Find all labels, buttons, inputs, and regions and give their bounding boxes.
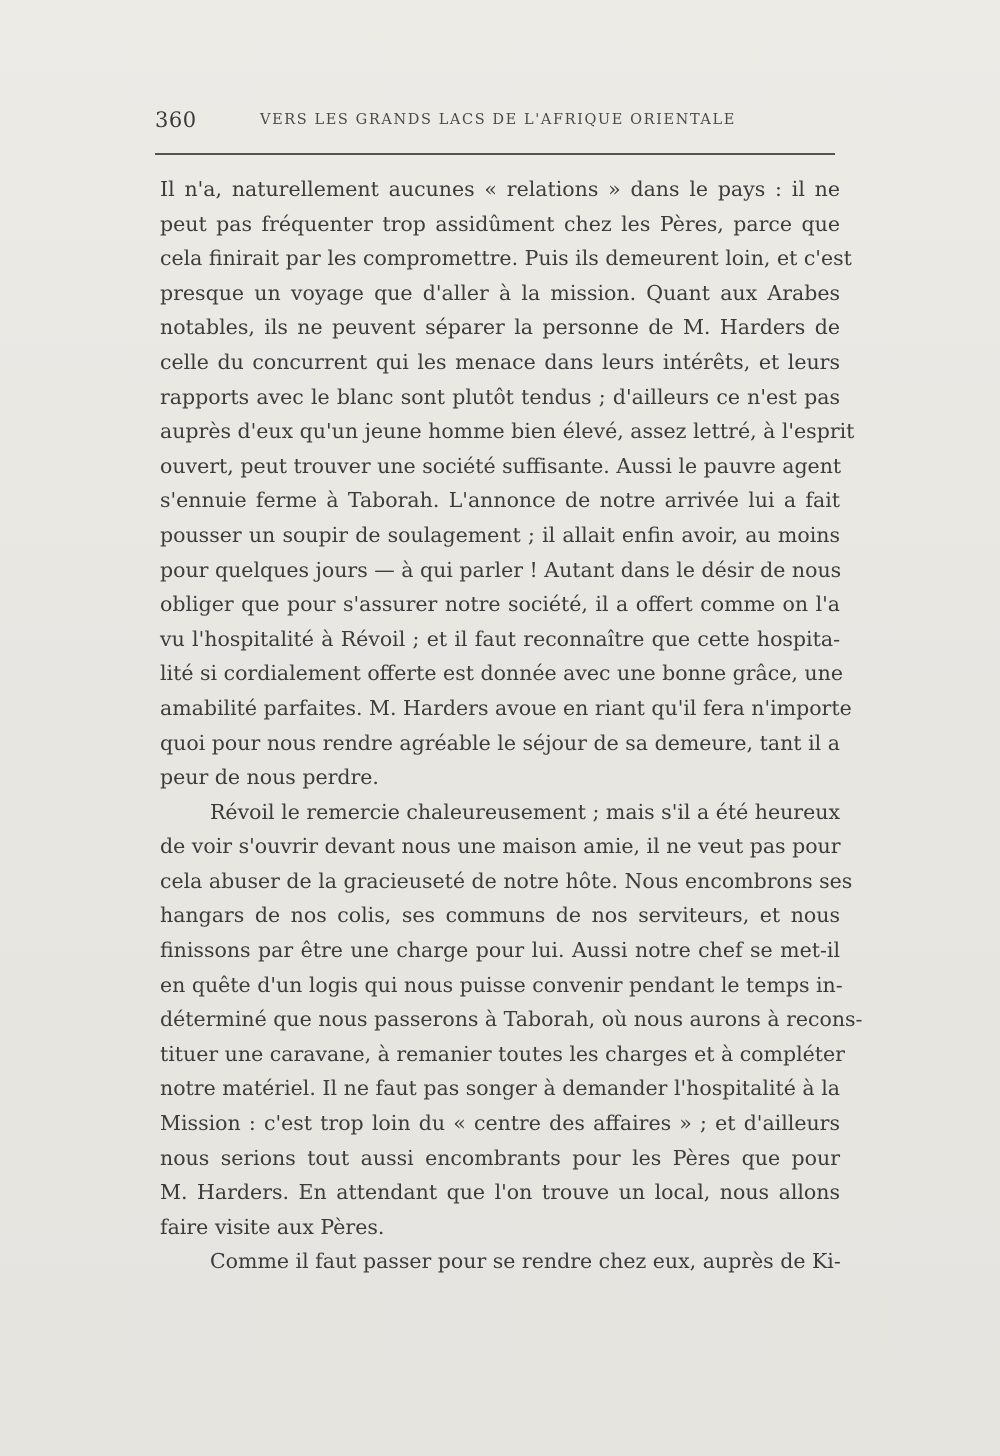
text-line: pour quelques jours — à qui parler ! Autant dans le désir de nous xyxy=(160,557,842,582)
text-line: vu l'hospitalité à Révoil ; et il faut reconnaître que cette hospita- xyxy=(160,626,840,651)
text-line: déterminé que nous passerons à Taborah, où nous aurons à recons- xyxy=(160,1007,863,1032)
text-line: tituer une caravane, à remanier toutes les charges et à compléter xyxy=(160,1041,845,1066)
text-line: celle du concurrent qui les menace dans leurs intérêts, et leurs xyxy=(160,349,840,374)
text-line: Comme il faut passer pour se rendre chez eux, auprès de Ki- xyxy=(210,1249,841,1274)
text-line: hangars de nos colis, ses communs de nos serviteurs, et nous xyxy=(160,903,840,928)
header-rule xyxy=(155,153,835,155)
body-text xyxy=(160,172,863,1279)
text-line: ouvert, peut trouver une société suffisante. Aussi le pauvre agent xyxy=(160,453,842,478)
text-line: peur de nous perdre. xyxy=(160,765,379,790)
text-line: peut pas fréquenter trop assidûment chez les Pères, parce que xyxy=(160,211,840,236)
text-line: notables, ils ne peuvent séparer la personne de M. Harders de xyxy=(160,315,840,340)
page-number: 360 xyxy=(155,108,197,132)
running-head xyxy=(155,108,835,140)
text-line: pousser un soupir de soulagement ; il allait enfin avoir, au moins xyxy=(160,522,840,547)
text-line: nous serions tout aussi encombrants pour les Pères que pour xyxy=(160,1145,840,1170)
text-line: Révoil le remercie chaleureusement ; mais s'il a été heureux xyxy=(210,799,840,824)
text-line: amabilité parfaites. M. Harders avoue en riant qu'il fera n'importe xyxy=(160,695,852,720)
text-line: cela abuser de la gracieuseté de notre hôte. Nous encombrons ses xyxy=(160,868,853,893)
text-line: M. Harders. En attendant que l'on trouve un local, nous allons xyxy=(160,1180,840,1205)
text-line: de voir s'ouvrir devant nous une maison amie, il ne veut pas pour xyxy=(160,834,841,859)
text-line: faire visite aux Pères. xyxy=(160,1214,385,1239)
text-line: en quête d'un logis qui nous puisse convenir pendant le temps in- xyxy=(160,972,843,997)
text-line: s'ennuie ferme à Taborah. L'annonce de notre arrivée lui a fait xyxy=(160,488,840,513)
text-line: presque un voyage que d'aller à la mission. Quant aux Arabes xyxy=(160,280,840,305)
text-line: quoi pour nous rendre agréable le séjour de sa demeure, tant il a xyxy=(160,730,840,755)
text-line: auprès d'eux qu'un jeune homme bien élevé, assez lettré, à l'esprit xyxy=(160,419,855,444)
text-line: rapports avec le blanc sont plutôt tendus ; d'ailleurs ce n'est pas xyxy=(160,384,840,409)
text-line: Mission : c'est trop loin du « centre des affaires » ; et d'ailleurs xyxy=(160,1111,840,1136)
text-line: cela finirait par les compromettre. Puis ils demeurent loin, et c'est xyxy=(160,246,852,271)
text-line: notre matériel. Il ne faut pas songer à demander l'hospitalité à la xyxy=(160,1076,840,1101)
text-line: obliger que pour s'assurer notre société, il a offert comme on l'a xyxy=(160,592,840,617)
running-title: VERS LES GRANDS LACS DE L'AFRIQUE ORIENTALE xyxy=(260,112,736,128)
text-line: Il n'a, naturellement aucunes « relations » dans le pays : il ne xyxy=(160,177,840,201)
text-line: lité si cordialement offerte est donnée avec une bonne grâce, une xyxy=(160,661,843,686)
text-line: finissons par être une charge pour lui. Aussi notre chef se met-il xyxy=(160,938,840,963)
